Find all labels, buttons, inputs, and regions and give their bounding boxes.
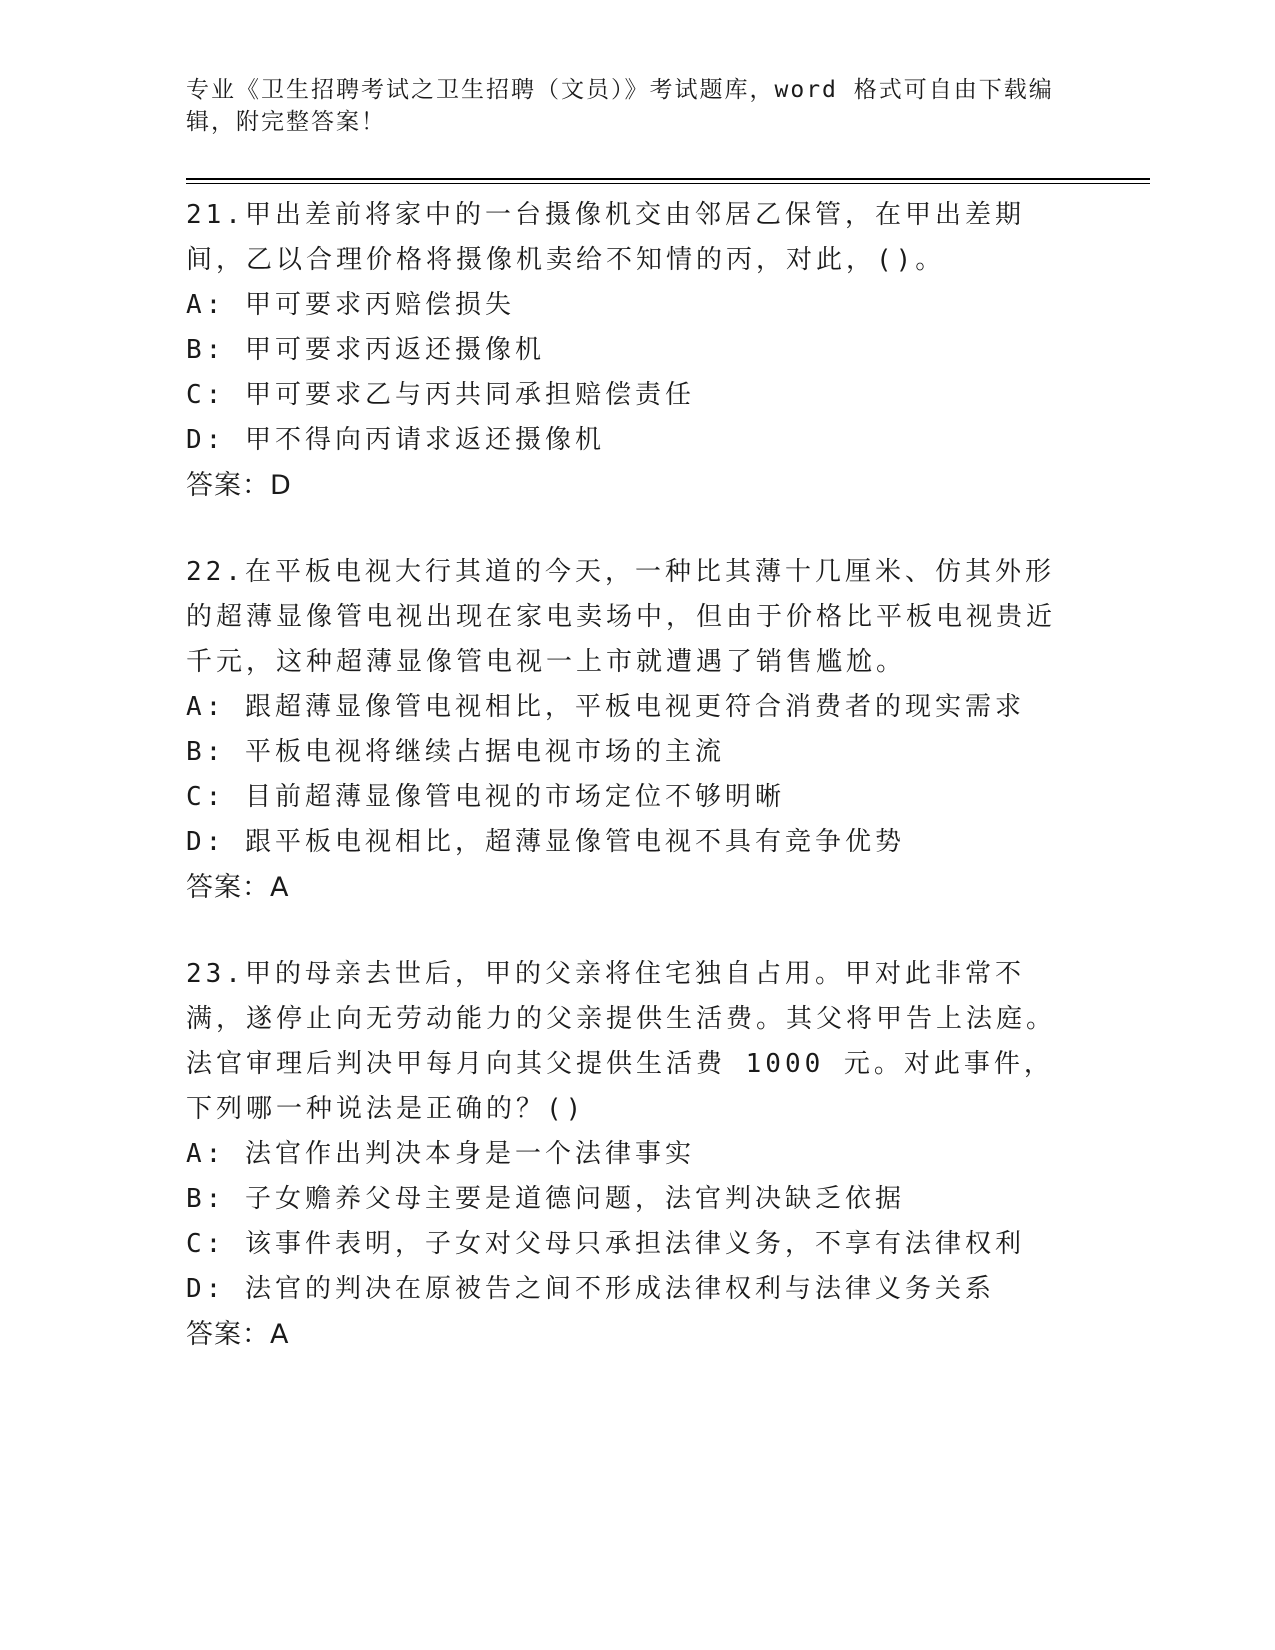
option-d: D: 甲不得向丙请求返还摄像机 xyxy=(186,425,605,455)
question-23 xyxy=(186,952,1066,1357)
question-21 xyxy=(186,193,1066,508)
option-c: C: 目前超薄显像管电视的市场定位不够明晰 xyxy=(186,782,785,812)
option-d: D: 跟平板电视相比，超薄显像管电视不具有竞争优势 xyxy=(186,827,905,857)
answer-label: 答案：A xyxy=(186,872,290,903)
option-a: A: 法官作出判决本身是一个法律事实 xyxy=(186,1139,695,1169)
answer-label: 答案：D xyxy=(186,470,292,501)
option-b: B: 平板电视将继续占据电视市场的主流 xyxy=(186,737,725,767)
question-stem: 23.甲的母亲去世后，甲的父亲将住宅独自占用。甲对此非常不满，遂停止向无劳动能力的父亲提供生活费。其父将甲告上法庭。法官审理后判决甲每月向其父提供生活费 1000 元。对此事件，下列哪一种说法是正确的？() xyxy=(186,959,1057,1124)
option-c: C: 该事件表明，子女对父母只承担法律义务，不享有法律权利 xyxy=(186,1229,1025,1259)
option-c: C: 甲可要求乙与丙共同承担赔偿责任 xyxy=(186,380,695,410)
option-a: A: 跟超薄显像管电视相比，平板电视更符合消费者的现实需求 xyxy=(186,692,1025,722)
question-stem: 22.在平板电视大行其道的今天，一种比其薄十几厘米、仿其外形的超薄显像管电视出现在家电卖场中，但由于价格比平板电视贵近千元，这种超薄显像管电视一上市就遭遇了销售尴尬。 xyxy=(186,557,1057,677)
option-a: A: 甲可要求丙赔偿损失 xyxy=(186,290,515,320)
document-header: 专业《卫生招聘考试之卫生招聘（文员）》考试题库，word 格式可自由下载编辑，附完整答案！ xyxy=(186,77,1054,135)
question-stem: 21.甲出差前将家中的一台摄像机交由邻居乙保管，在甲出差期间，乙以合理价格将摄像机卖给不知情的丙，对此，()。 xyxy=(186,200,1025,275)
header-divider-thin xyxy=(186,183,1150,184)
question-22 xyxy=(186,550,1066,910)
option-b: B: 甲可要求丙返还摄像机 xyxy=(186,335,545,365)
option-b: B: 子女赡养父母主要是道德问题，法官判决缺乏依据 xyxy=(186,1184,905,1214)
option-d: D: 法官的判决在原被告之间不形成法律权利与法律义务关系 xyxy=(186,1274,995,1304)
answer-label: 答案：A xyxy=(186,1319,290,1350)
header-divider-thick xyxy=(186,178,1150,180)
